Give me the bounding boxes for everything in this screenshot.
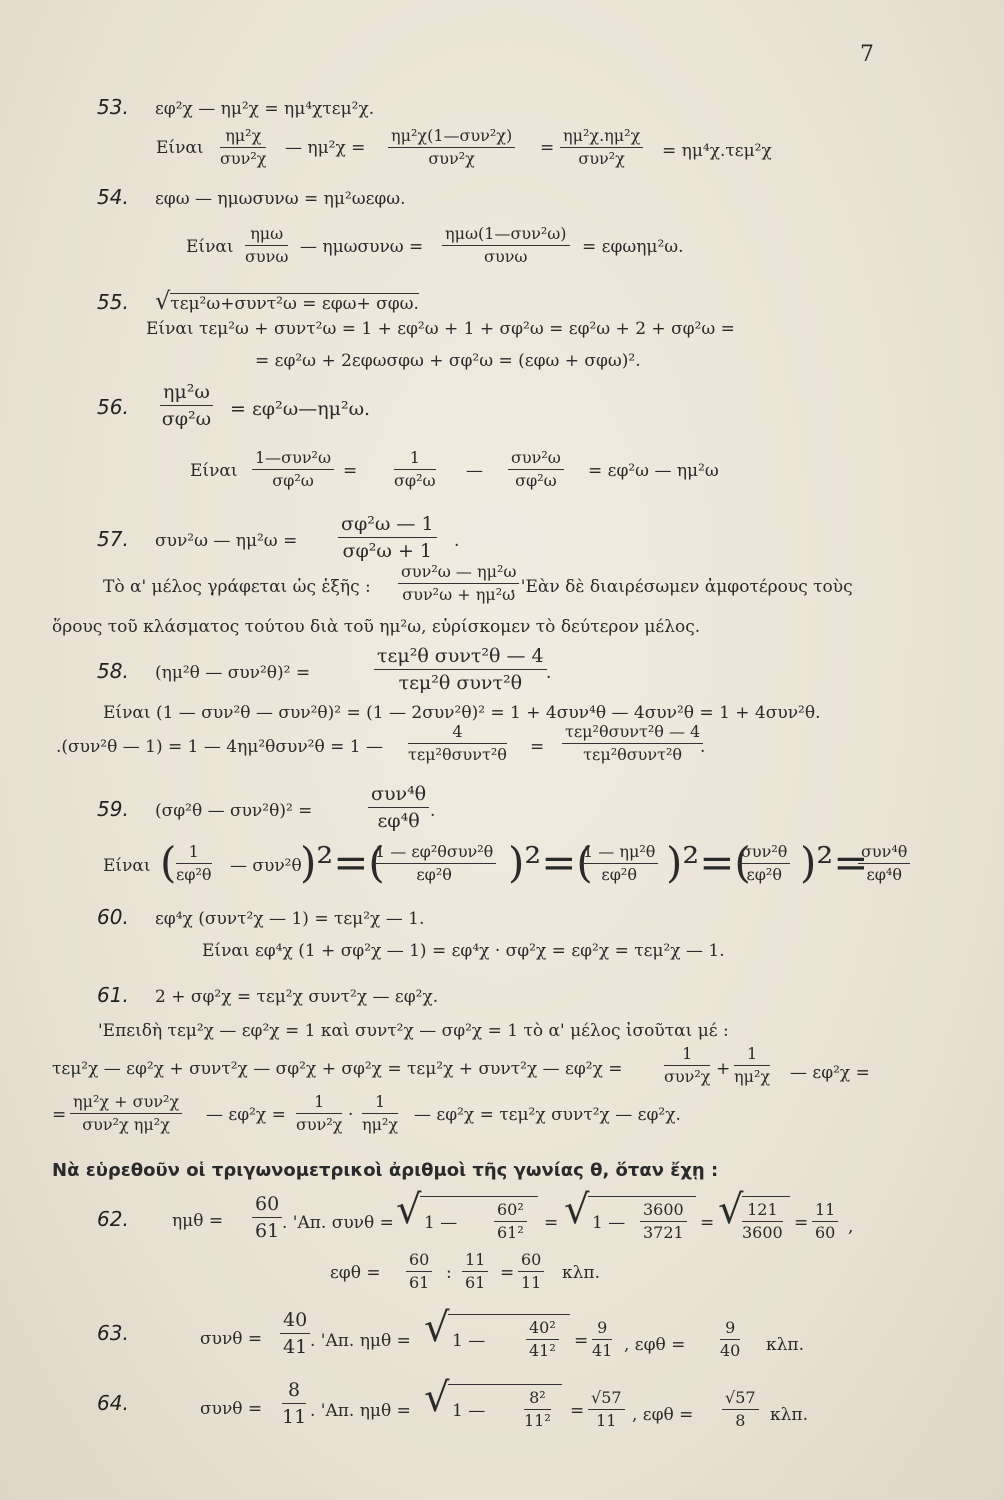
fraction: ημ²χ.ημ²χ συν²χ [560,126,643,169]
problem-55-statement [97,287,419,315]
equation: τεμ²ω+συντ²ω = εφω+ σφω. [170,294,419,314]
expression: — συν²θ [230,856,302,876]
proof-line: τεμ²χ — εφ²χ + συντ²χ — σφ²χ + σφ²χ = τεμ²χ + συντ²χ — εφ²χ = [52,1059,623,1079]
fraction: $\frac{1}{\text{ημ²χ}}$ [362,1092,399,1134]
expression: 1 — [424,1213,458,1233]
proof-lead: Είναι [156,138,204,158]
expression: = [530,737,545,757]
fraction: $\frac{\text{60²}}{\text{61²}}$ [494,1200,527,1243]
fraction: $\frac{9}{41}$ [592,1318,613,1360]
expression: εφθ = [330,1263,381,1283]
fraction: 1 — εφ²θσυν²θ εφ²θ [372,842,496,885]
expression: = εφ²ω — ημ²ω [588,461,719,481]
expression: , εφθ = [632,1405,694,1425]
expression: : [446,1263,452,1283]
fraction: ημω συνω [245,224,289,266]
fraction: $\frac{9}{40}$ [720,1318,741,1360]
problem-number: 56. [97,395,129,419]
expression: — [466,461,483,481]
proof-line: Είναι εφ⁴χ (1 + σφ²χ — 1) = εφ⁴χ · σφ²χ = εφ²χ = τεμ²χ — 1. [202,941,725,961]
fraction: $\frac{\text{8²}}{\text{11²}}$ [524,1388,551,1430]
sqrt-sign: √ [718,1187,744,1233]
proof-lead: Είναι [190,461,238,481]
fraction: τεμ²θσυντ²θ — 4 τεμ²θσυντ²θ [562,722,703,765]
problem-number: 61. [97,983,129,1007]
problem-number: 62. [97,1207,129,1231]
proof-line: 'Επειδὴ τεμ²χ — εφ²χ = 1 καὶ συντ²χ — σφ²χ = 1 τὸ α' μέλος ἰσοῦται μέ : [98,1021,729,1041]
proof-lead: Είναι [186,237,234,257]
sqrt-sign: √ [424,1375,450,1421]
expression: . [546,663,552,683]
sqrt-bar [448,1384,562,1385]
sqrt-bar [448,1314,570,1315]
expression: = [52,1105,67,1125]
expression: = [343,461,358,481]
sqrt-bar [420,1196,538,1197]
fraction: συν²ω — ημ²ω συν²ω + ημ²ω [398,562,519,605]
problem-61-statement [97,984,438,1008]
expression: — ημ²χ = [285,138,366,158]
fraction: 4 τεμ²θσυντ²θ [408,722,507,764]
fraction: $\frac{\text{40²}}{\text{41²}}$ [526,1318,559,1361]
expression: = [794,1213,809,1233]
proof-lead: Είναι [103,856,151,876]
fraction: $\frac{1}{\text{εφ²θ}}$ [176,842,212,884]
page-number: 7 [860,42,874,67]
expression: . [454,531,460,551]
text-line: . 'Εὰν δὲ διαιρέσωμεν ἀμφοτέρους τοὺς [510,577,853,597]
fraction: $\frac{1}{\text{ημ²χ}}$ [734,1044,771,1086]
problem-60-statement [97,906,424,930]
section-heading: Νὰ εὑρεθοῦν οἱ τριγωνομετρικοὶ ἀριθμοὶ τῆς γωνίας θ, ὅταν ἔχῃ : [52,1160,719,1181]
problem-number: 53. [97,95,129,119]
fraction: ημ²χ + συν²χ συν²χ ημ²χ [70,1092,182,1135]
expression: = [574,1331,589,1351]
equation: 2 + σφ²χ = τεμ²χ συντ²χ — εφ²χ. [155,987,439,1007]
sqrt-sign: √ [396,1187,422,1233]
fraction: ημω(1—συν²ω) συνω [442,224,570,267]
problem-58-statement [97,660,310,684]
equation: (ημ²θ — συν²θ)² = [155,663,311,683]
equation: = εφ²ω—ημ²ω. [230,398,371,420]
problem-number: 59. [97,797,129,821]
fraction: $\frac{121}{3600}$ [742,1200,783,1242]
expression: = [540,138,555,158]
fraction: $\frac{\text{σφ²ω — 1}}{\text{σφ²ω + 1}}$ [338,512,437,563]
proof-line: .(συν²θ — 1) = 1 — 4ημ²θσυν²θ = 1 — [56,737,383,757]
problem-53-statement [97,96,374,120]
expression: κλπ. [766,1335,804,1355]
problem-number: 64. [97,1391,129,1415]
fraction: $\frac{\text{1 — ημ²θ}}{\text{εφ²θ}}$ [580,842,658,885]
fraction: 1—συν²ω σφ²ω [252,448,334,491]
equation: συν²ω — ημ²ω = [155,531,298,551]
paren: )²= [800,838,869,887]
expression: — εφ²χ = [790,1063,870,1083]
expression: = [544,1213,559,1233]
text-line: Τὸ α' μέλος γράφεται ὡς ἑξῆς : [103,577,371,597]
problem-number: 60. [97,905,129,929]
sqrt-bar [588,1196,696,1197]
equation: εφ⁴χ (συντ²χ — 1) = τεμ²χ — 1. [155,909,425,929]
fraction: $\frac{40}{41}$ [280,1308,310,1359]
problem-number: 57. [97,527,129,551]
expression: = εφωημ²ω. [582,237,684,257]
equation: εφω — ημωσυνω = ημ²ωεφω. [155,189,406,209]
fraction: τεμ²θ συντ²θ — 4 τεμ²θ συντ²θ [374,644,547,695]
sqrt-bar [742,1196,790,1197]
problem-54-statement [97,186,406,210]
expression: + [716,1059,731,1079]
fraction: συν²ω σφ²ω [508,448,564,491]
fraction: $\frac{60}{61}$ [252,1192,282,1243]
expression: — εφ²χ = τεμ²χ συντ²χ — εφ²χ. [414,1105,681,1125]
expression: , εφθ = [624,1335,686,1355]
fraction: $\frac{60}{61}$ [406,1250,432,1293]
problem-number: 55. [97,290,129,314]
proof-line: Είναι τεμ²ω + συντ²ω = 1 + εφ²ω + 1 + σφ²ω = εφ²ω + 2 + σφ²ω = [146,319,735,339]
fraction: $\frac{√57}{11}$ [588,1388,625,1431]
problem-number: 63. [97,1321,129,1345]
paren: )²=( [508,838,593,887]
sqrt-sign: √ [424,1305,450,1351]
expression: — ημωσυνω = [300,237,424,257]
expression: κλπ. [562,1263,600,1283]
expression: = [700,1213,715,1233]
equation: εφ²χ — ημ²χ = ημ⁴χτεμ²χ. [155,99,375,119]
expression: κλπ. [770,1405,808,1425]
expression: . 'Απ. συνθ = [282,1213,394,1233]
problem-57-statement [97,528,297,552]
expression: 1 — [452,1331,486,1351]
problem-59-statement [97,798,312,822]
fraction: $\frac{11}{61}$ [462,1250,488,1293]
expression: . [700,737,706,757]
fraction: $\frac{8}{11}$ [282,1379,307,1428]
paren: )²=( [300,838,385,887]
fraction: $\frac{\text{ημ²ω}}{\text{σφ²ω}}$ [161,381,212,430]
problem-number: 54. [97,185,129,209]
expression: . 'Απ. ημθ = [310,1401,411,1421]
paren: )²=( [666,838,751,887]
fraction: συν²θ εφ²θ [738,842,790,885]
expression: . [430,801,436,821]
expression: — εφ²χ = [206,1105,286,1125]
expression: = [570,1401,585,1421]
expression: . 'Απ. ημθ = [310,1331,411,1351]
equation: (σφ²θ — συν²θ)² = [155,801,313,821]
fraction: $\frac{3600}{3721}$ [640,1200,687,1243]
expression: = [500,1263,515,1283]
fraction: ημ²χ συν²χ [220,126,267,168]
expression: = ημ⁴χ.τεμ²χ [662,141,772,161]
expression: · [348,1105,354,1125]
fraction: συν⁴θ εφ⁴θ [368,782,429,833]
fraction: $\frac{1}{\text{σφ²ω}}$ [394,448,436,490]
text-line: ὅρους τοῦ κλάσματος τούτου διὰ τοῦ ημ²ω, εὑρίσκομεν τὸ δεύτερον μέλος. [52,617,701,637]
expression: , [848,1217,854,1237]
fraction: 1 συν²χ [296,1092,343,1134]
fraction: ημ²χ(1—συν²χ) συν²χ [388,126,515,169]
expression: συνθ = [200,1399,263,1419]
fraction: $\frac{60}{11}$ [518,1250,544,1293]
sqrt-sign: √ [564,1187,590,1233]
problem-number: 58. [97,659,129,683]
expression: 1 — [452,1401,486,1421]
paren: ( [160,838,177,887]
proof-line: = εφ²ω + 2εφωσφω + σφ²ω = (εφω + σφω)². [255,351,641,371]
sqrt-sign: √ [155,287,171,315]
expression: ημθ = [172,1211,224,1231]
fraction: $\frac{√57}{8}$ [722,1388,759,1431]
fraction: συν⁴θ εφ⁴θ [858,842,910,885]
expression: 1 — [592,1213,626,1233]
expression: συνθ = [200,1329,263,1349]
fraction: 1 συν²χ [664,1044,711,1086]
proof-line: Είναι (1 — συν²θ — συν²θ)² = (1 — 2συν²θ)² = 1 + 4συν⁴θ — 4συν²θ = 1 + 4συν²θ. [103,703,821,723]
fraction: $\frac{11}{60}$ [812,1200,838,1243]
